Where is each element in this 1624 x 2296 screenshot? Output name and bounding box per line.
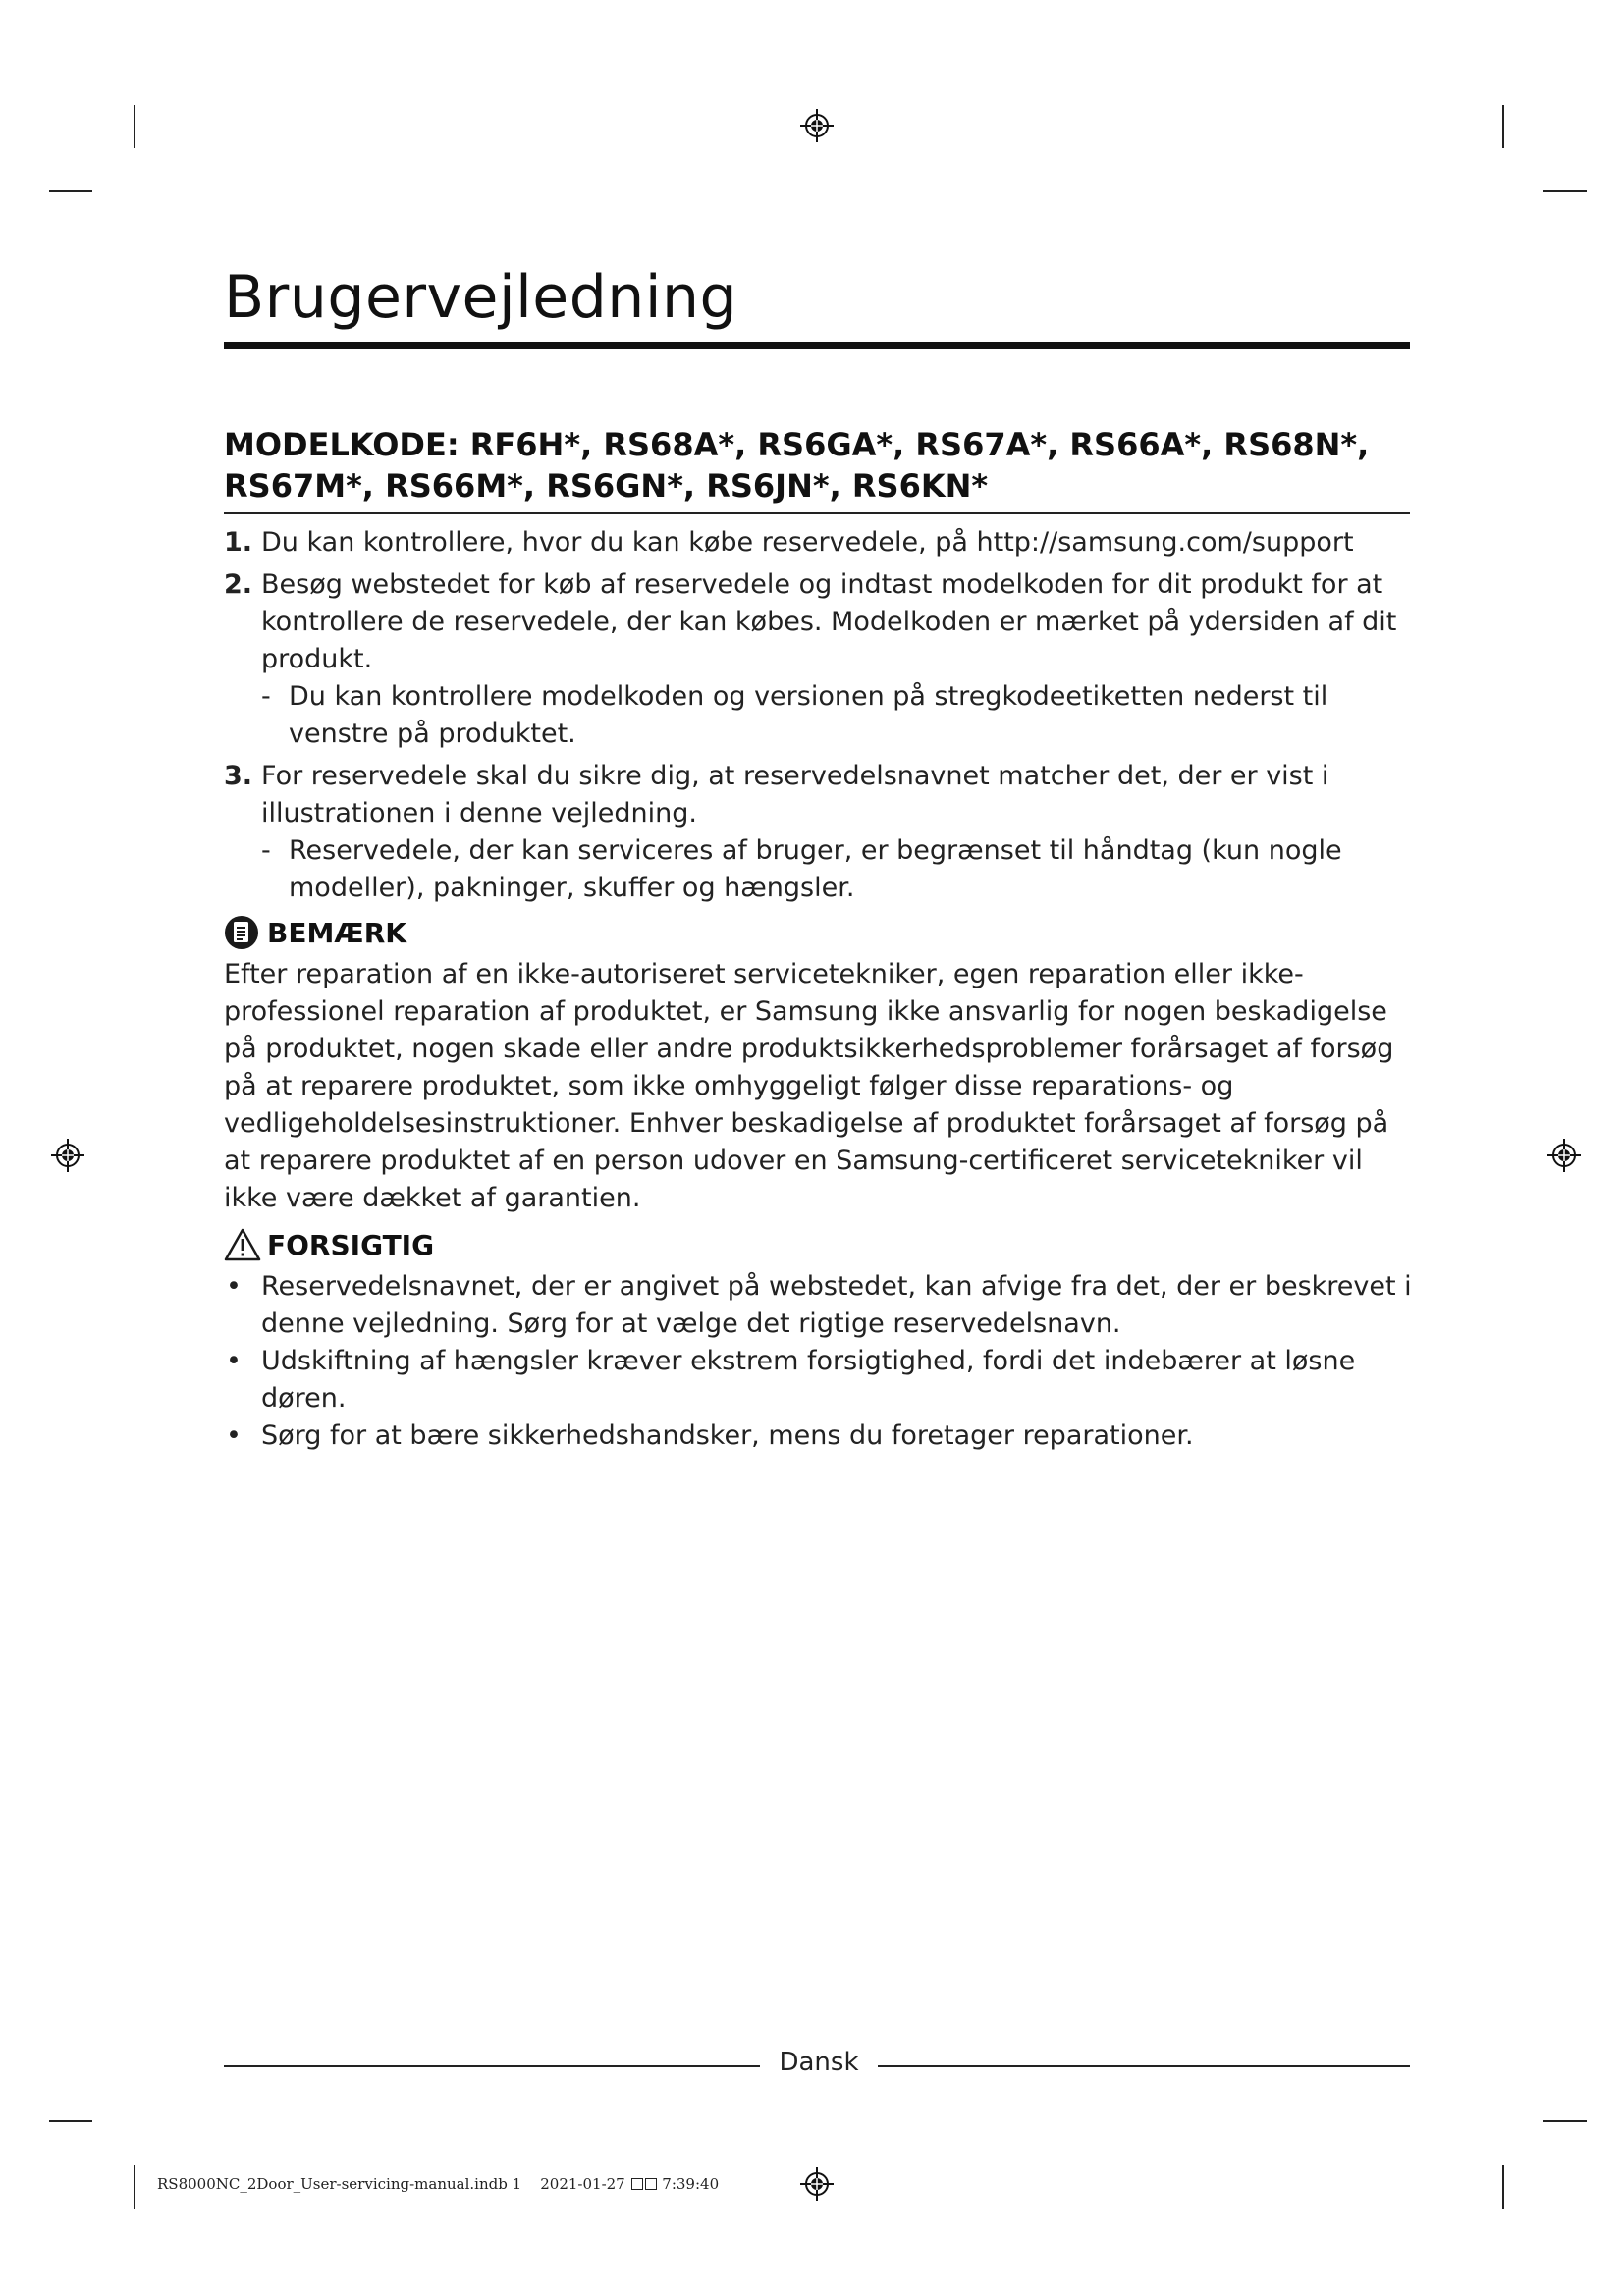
note-title: BEMÆRK: [267, 916, 406, 949]
registration-mark-icon: [800, 2167, 834, 2201]
crop-mark-bottom-right-vertical: [1502, 2165, 1504, 2209]
step-subnote: [224, 678, 1412, 753]
caution-item: [224, 1268, 1417, 1343]
step-subnote-text: Du kan kontrollere modelkoden og versionen på stregkodeetiketten nederst til venstre på produktet.: [289, 681, 1328, 749]
bullet-marker: •: [226, 1271, 242, 1302]
step-text: Besøg webstedet for køb af reservedele og indtast modelkoden for dit produkt for at kontrollere de reservedele, der kan købes. Modelkoden er mærket på ydersiden af dit produkt.: [261, 569, 1397, 674]
dash-marker: -: [261, 835, 271, 866]
note-heading: [224, 913, 406, 952]
title-rule: [224, 342, 1410, 349]
instruction-steps: [224, 524, 1412, 912]
crop-mark-top-right-vertical: [1502, 105, 1504, 148]
footer-rule-right: [878, 2065, 1410, 2067]
caution-title: FORSIGTIG: [267, 1228, 435, 1261]
step-item: [224, 524, 1412, 561]
note-text: Efter reparation af en ikke-autoriseret servicetekniker, egen reparation eller ikke-professionel reparation af produktet, er Samsung ikke ansvarlig for nogen beskadigelse på produktet, nogen skade eller andre produktsikkerhedsproblemer forårsaget af forsøg på at reparere produktet, som ikke omhyggeligt følger disse reparations- og vedligeholdelsesinstruktioner. Enhver beskadigelse af produktet forårsaget af forsøg på at reparere produktet af en person udover en Samsung-certificeret servicetekniker vil ikke være dækket af garantien.: [224, 959, 1394, 1213]
registration-mark-icon: [51, 1139, 84, 1172]
crop-mark-bottom-left-horizontal: [49, 2120, 92, 2122]
step-subnote: [224, 832, 1412, 907]
registration-mark-icon: [1547, 1139, 1581, 1172]
slug-separator: [526, 2175, 536, 2193]
model-code-rule: [224, 512, 1410, 514]
warning-triangle-icon: [224, 1228, 261, 1261]
footer-rule-left: [224, 2065, 760, 2067]
step-number: 1.: [224, 527, 253, 558]
slug-filename: RS8000NC_2Door_User-servicing-manual.indb 1: [157, 2175, 522, 2193]
step-text: For reservedele skal du sikre dig, at reservedelsnavnet matcher det, der er vist i illustrationen i denne vejledning.: [261, 761, 1329, 828]
footer-language: Dansk: [779, 2048, 859, 2077]
step-text: Du kan kontrollere, hvor du kan købe reservedele, på http://samsung.com/support: [261, 527, 1354, 558]
registration-mark-icon: [800, 109, 834, 142]
bullet-marker: •: [226, 1346, 242, 1376]
slug-time: 7:39:40: [662, 2175, 720, 2193]
caution-list: [224, 1268, 1417, 1455]
crop-mark-top-left-horizontal: [49, 190, 92, 192]
caution-heading: [224, 1225, 434, 1264]
bullet-marker: •: [226, 1420, 242, 1451]
slug-date: 2021-01-27: [540, 2175, 625, 2193]
dash-marker: -: [261, 681, 271, 712]
crop-mark-top-left-vertical: [134, 105, 135, 148]
crop-mark-bottom-left-vertical: [134, 2165, 135, 2209]
caution-item: [224, 1417, 1417, 1455]
caution-item-text: Reservedelsnavnet, der er angivet på webstedet, kan afvige fra det, der er beskrevet i denne vejledning. Sørg for at vælge det rigtige reservedelsnavn.: [261, 1271, 1412, 1339]
step-subnote-text: Reservedele, der kan serviceres af bruger, er begrænset til håndtag (kun nogle modeller), pakninger, skuffer og hængsler.: [289, 835, 1342, 903]
page-title: Brugervejledning: [224, 263, 738, 332]
slug-glyph: [631, 2178, 643, 2190]
caution-item: [224, 1343, 1417, 1417]
crop-mark-top-right-horizontal: [1543, 190, 1587, 192]
caution-item-text: Sørg for at bære sikkerhedshandsker, mens du foretager reparationer.: [261, 1420, 1194, 1451]
print-slug: [157, 2175, 719, 2193]
crop-mark-bottom-right-horizontal: [1543, 2120, 1587, 2122]
model-code-heading: MODELKODE: RF6H*, RS68A*, RS6GA*, RS67A*, RS66A*, RS68N*, RS67M*, RS66M*, RS6GN*, RS6JN*, RS6KN*: [224, 426, 1370, 505]
step-item: [224, 566, 1412, 753]
step-item: [224, 758, 1412, 907]
step-number: 3.: [224, 761, 253, 791]
step-number: 2.: [224, 569, 253, 600]
slug-glyph: [645, 2178, 657, 2190]
note-icon: [224, 915, 259, 950]
caution-item-text: Udskiftning af hængsler kræver ekstrem forsigtighed, fordi det indebærer at løsne døren.: [261, 1346, 1356, 1414]
